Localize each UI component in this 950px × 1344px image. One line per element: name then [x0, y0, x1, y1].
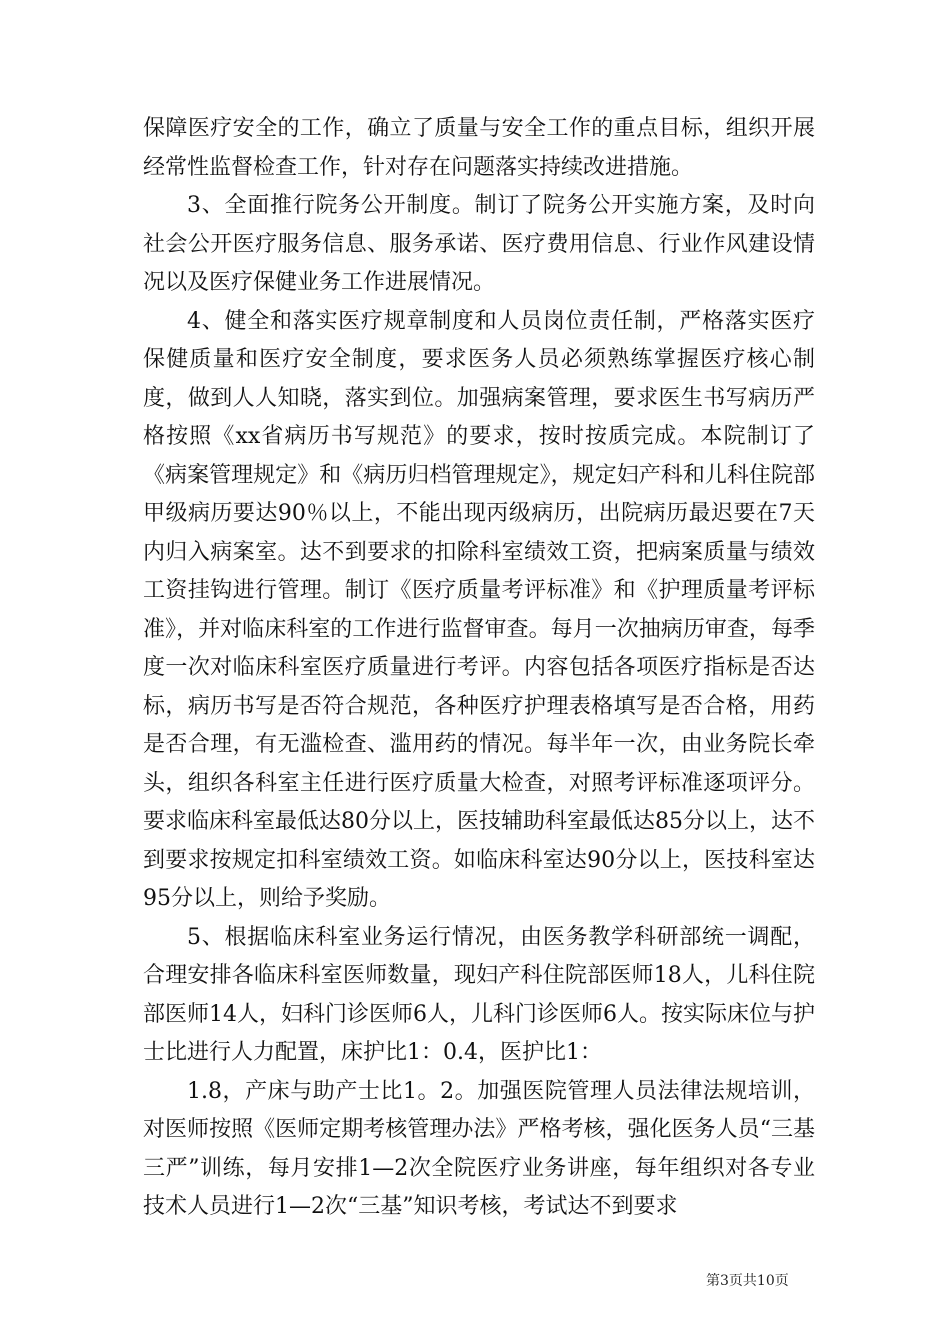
document-body — [143, 110, 815, 1227]
page-number-footer: 第3页共10页 — [706, 1273, 789, 1289]
paragraph-4: 5、根据临床科室业务运行情况，由医务教学科研部统一调配，合理安排各临床科室医师数量，现妇产科住院部医师18人，儿科住院部医师14人，妇科门诊医师6人，儿科门诊医师6人。按实际床位与护士比进行人力配置，床护比1：0.4，医护比1： — [143, 924, 815, 1065]
paragraph-3: 4、健全和落实医疗规章制度和人员岗位责任制，严格落实医疗保健质量和医疗安全制度，要求医务人员必须熟练掌握医疗核心制度，做到人人知晓，落实到位。加强病案管理，要求医生书写病历严格按照《xx省病历书写规范》的要求，按时按质完成。本院制订了《病案管理规定》和《病历归档管理规定》，规定妇产科和儿科住院部甲级病历要达90％以上，不能出现丙级病历，出院病历最迟要在7天内归入病案室。达不到要求的扣除科室绩效工资，把病案质量与绩效工资挂钩进行管理。制订《医疗质量考评标准》和《护理质量考评标准》，并对临床科室的工作进行监督审查。每月一次抽病历审查，每季度一次对临床科室医疗质量进行考评。内容包括各项医疗指标是否达标，病历书写是否符合规范，各种医疗护理表格填写是否合格，用药是否合理，有无滥检查、滥用药的情况。每半年一次，由业务院长牵头，组织各科室主任进行医疗质量大检查，对照考评标准逐项评分。要求临床科室最低达80分以上，医技辅助科室最低达85分以上，达不到要求按规定扣科室绩效工资。如临床科室达90分以上，医技科室达95分以上，则给予奖励。 — [143, 308, 815, 911]
paragraph-1: 保障医疗安全的工作，确立了质量与安全工作的重点目标，组织开展经常性监督检查工作，针对存在问题落实持续改进措施。 — [143, 116, 815, 180]
paragraph-2: 3、全面推行院务公开制度。制订了院务公开实施方案，及时向社会公开医疗服务信息、服务承诺、医疗费用信息、行业作风建设情况以及医疗保健业务工作进展情况。 — [143, 193, 815, 295]
paragraph-5: 1.8，产床与助产士比1。2。加强医院管理人员法律法规培训，对医师按照《医师定期考核管理办法》严格考核，强化医务人员“三基三严”训练，每月安排1—2次全院医疗业务讲座，每年组织对各专业技术人员进行1—2次“三基”知识考核，考试达不到要求 — [143, 1078, 815, 1219]
